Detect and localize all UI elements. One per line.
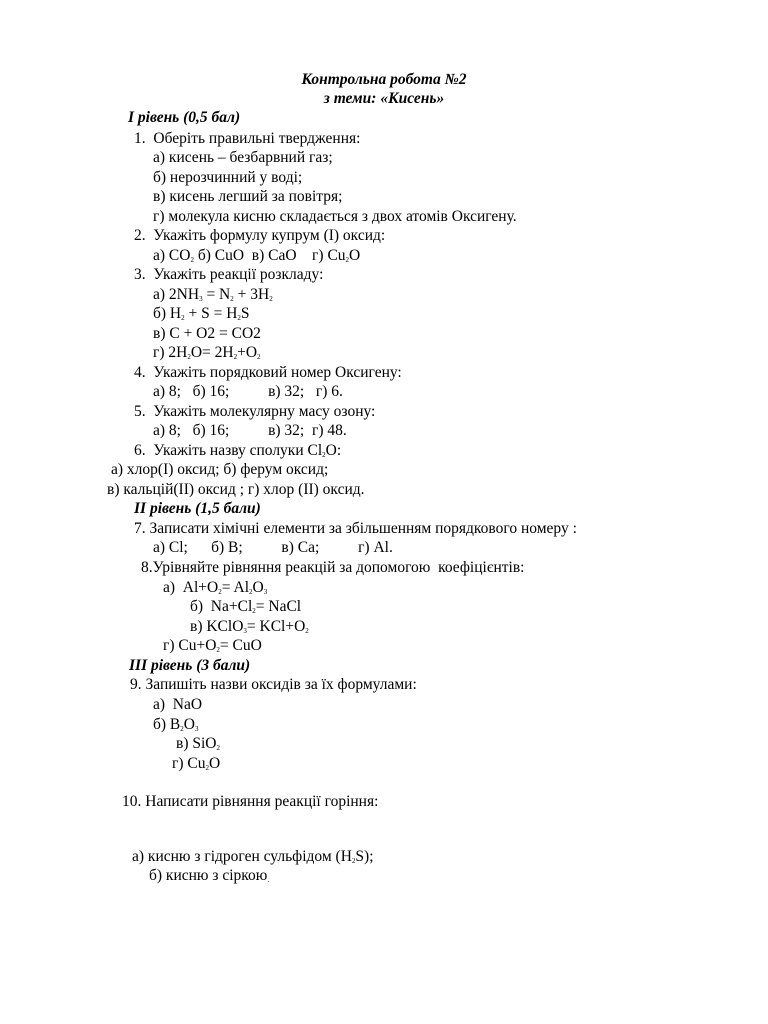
formula-text: г) Cu+O	[163, 637, 217, 654]
formula-text: O= 2H	[190, 344, 234, 361]
subscript: 2	[216, 646, 220, 654]
question-10: 10. Написати рівняння реакції горіння:	[122, 793, 379, 810]
subscript: 2	[216, 744, 220, 752]
question-7: 7. Записати хімічні елементи за збільшенням порядкового номеру :	[134, 520, 577, 537]
subscript: 2	[351, 857, 356, 865]
question-7-options: а) Cl; б) B; в) Ca; г) Al.	[153, 539, 393, 556]
question-4-options: а) 8; б) 16; в) 32; г) 6.	[153, 383, 343, 400]
formula-text: = CuO	[219, 637, 262, 654]
question-1-option-b: б) нерозчинний у воді;	[153, 169, 303, 186]
formula-text: S);	[355, 848, 374, 865]
formula-text: в) SiO	[176, 735, 217, 752]
subscript: 2	[257, 353, 261, 361]
formula-text: + 3H	[233, 286, 270, 303]
question-10-item-a	[132, 847, 374, 866]
question-2: 2. Укажіть формулу купрум (І) оксид:	[134, 227, 386, 244]
document-subtitle: з теми: «Кисень»	[323, 90, 445, 107]
formula-text: в) C + O2 = CO2	[153, 325, 261, 342]
level-2-heading: ІІ рівень (1,5 бали)	[134, 500, 261, 517]
formula-text: а) Al+O	[163, 579, 219, 596]
subscript: 2	[249, 588, 253, 596]
subscript: 2	[230, 295, 234, 303]
level-1-heading: І рівень (0,5 бал)	[128, 109, 241, 126]
question-8-equation-a	[163, 578, 267, 597]
formula-text: O	[183, 716, 195, 733]
formula-text: O	[252, 579, 264, 596]
question-8-equation-b	[190, 597, 301, 616]
question-3: 3. Укажіть реакції розкладу:	[134, 266, 324, 283]
formula-text: +O	[237, 344, 258, 361]
question-6	[134, 441, 341, 460]
question-8-equation-c	[190, 617, 309, 636]
subscript: 2	[180, 725, 184, 733]
subscript: 3	[263, 588, 268, 596]
subscript: 3	[194, 725, 199, 733]
question-1: 1. Оберіть правильні твердження:	[134, 130, 361, 147]
formula-text: б) кисню з сіркою	[149, 867, 268, 884]
formula-text: а) NaO	[153, 696, 203, 713]
formula-text: S	[240, 305, 250, 322]
subscript: 2	[187, 353, 191, 361]
subscript: 2	[269, 295, 273, 303]
formula-text: = N	[202, 286, 231, 303]
question-9: 9. Запишіть назви оксидів за їх формулами:	[130, 676, 417, 693]
formula-text: а) 2NH	[153, 286, 200, 303]
subscript: 2	[218, 588, 222, 596]
formula-text: в) KClO	[190, 618, 244, 635]
question-8-equation-d	[163, 636, 262, 655]
level-3-heading: ІІІ рівень (3 бали)	[129, 657, 251, 674]
subscript: 3	[199, 295, 203, 303]
subscript: 2	[305, 627, 309, 635]
subscript: 2	[237, 314, 241, 322]
formula-text: + S = H	[184, 305, 238, 322]
subscript: 2	[322, 451, 326, 459]
formula-text: б) B	[153, 716, 181, 733]
formula-text: 6. Укажіть назву сполуки Cl	[134, 442, 323, 459]
formula-text: = NaCl	[255, 598, 302, 615]
subscript: 2	[233, 353, 238, 361]
document-title: Контрольна робота №2	[301, 71, 467, 88]
question-4: 4. Укажіть порядковий номер Оксигену:	[134, 364, 402, 381]
question-9-formula-d	[172, 754, 220, 773]
formula-text: O	[208, 755, 221, 772]
question-6-options-line-2: в) кальцій(ІІ) оксид ; г) хлор (ІІ) оксид.	[107, 481, 365, 498]
question-1-option-d: г) молекула кисню складається з двох атомів Оксигену.	[153, 208, 517, 225]
question-3-option-b	[153, 304, 250, 323]
question-5: 5. Укажіть молекулярну масу озону:	[134, 403, 376, 420]
question-2-options: а) $CO_2$ б) CuO в) CaO г) $Cu_2O$	[153, 247, 361, 264]
formula-text: г) Cu	[172, 755, 206, 772]
formula-text: б) Na+Cl	[190, 598, 253, 615]
formula-text: = KCl+O	[246, 618, 306, 635]
subscript: 2	[252, 607, 256, 615]
formula-text: б) H	[153, 305, 182, 322]
question-9-formula-c	[176, 734, 220, 753]
subscript: 3	[243, 627, 247, 635]
question-1-option-c: в) кисень легший за повітря;	[153, 188, 343, 205]
formula-text: г) 2H	[153, 344, 188, 361]
question-1-option-a: а) кисень – безбарвний газ;	[153, 149, 333, 166]
question-8: 8.Урівняйте рівняння реакцій за допомогою коефіцієнтів:	[141, 559, 525, 576]
question-9-formula-b	[153, 715, 198, 734]
question-3-option-c	[153, 324, 261, 343]
question-3-option-d	[153, 343, 261, 362]
formula-text: а) кисню з гідроген сульфідом (H	[132, 848, 352, 865]
subscript: 2	[181, 314, 185, 322]
formula-text: O:	[325, 442, 342, 459]
subscript: 2	[205, 764, 209, 772]
question-5-options: а) 8; б) 16; в) 32; г) 48.	[153, 422, 347, 439]
formula-text: = Al	[221, 579, 249, 596]
question-6-options-line-1: а) хлор(І) оксид; б) ферум оксид;	[111, 461, 329, 478]
question-3-option-a	[153, 285, 273, 304]
question-10-item-b	[149, 866, 269, 885]
subscript: .	[267, 876, 270, 884]
question-9-formula-a	[153, 695, 202, 714]
